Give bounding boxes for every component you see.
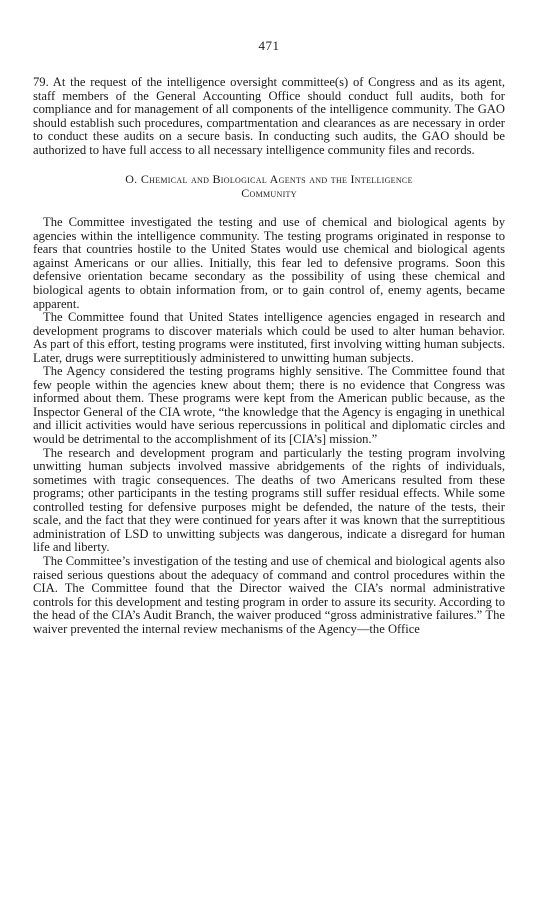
paragraph: The Committee investigated the testing and use of chemical and biological agents by agencies within the intelligence community. The testing programs originated in response to fears that countries hostile to the United States would use chemical and biological agents against Americans or our allies. Initially, this fear led to defensive programs. Soon this defensive orientation became secondary as the possibility of using these chemical and biological agents to obtain information from, or to gain control of, enemy agents, became apparent. [33,215,505,311]
section-heading [53,173,485,200]
recommendation-number: 79. [33,75,49,89]
page-number: 471 [258,38,280,53]
paragraph: The research and development program and particularly the testing program involving unwitting human subjects involved massive abridgements of the rights of individuals, sometimes with tragic consequences. The deaths of two Americans resulted from these programs; other participants in the testing programs still suffer residual effects. While some controlled testing for defensive purposes might be defended, the nature of the tests, their scale, and the fact that they were continued for years after it was known that the surreptitious administration of LSD to unwitting subjects was dangerous, indicate a disregard for human life and liberty. [33,445,505,555]
recommendation-text: At the request of the intelligence oversight committee(s) of Congress and as its agent, staff members of the General Accounting Office should conduct full audits, both for compliance and for management of all components of the intelligence community. The GAO should establish such procedures, compartmentation and clearances as are necessary in order to conduct these audits on a secure basis. In conducting such audits, the GAO should be authorized to have full access to all necessary intelligence community files and records. [33,75,505,157]
document-page [33,38,505,636]
recommendation-79 [33,76,505,157]
section-title-line2: Community [241,185,297,200]
section-letter: O. [125,172,138,187]
paragraph: The Committee’s investigation of the testing and use of chemical and biological agents also raised serious questions about the adequacy of command and control procedures within the CIA. The Committee found that the Director waived the CIA’s normal administrative controls for this development and testing program in order to assure its security. According to the head of the CIA’s Audit Branch, the waiver produced “gross administrative failures.” The waiver prevented the internal review mechanisms of the Agency—the Office [33,553,505,636]
section-title-line1: Chemical and Biological Agents and the Intelligence [140,172,413,187]
paragraph: The Agency considered the testing programs highly sensitive. The Committee found that few people within the agencies knew about them; there is no evidence that Congress was informed about them. These programs were kept from the American public because, as the Inspector General of the CIA wrote, “the knowledge that the Agency is engaging in unethical and illicit activities would have serious repercussions in political and diplomatic circles and would be detrimental to the accomplishment of its [CIA’s] mission.” [33,364,505,447]
paragraph: The Committee found that United States intelligence agencies engaged in research and development programs to discover materials which could be used to alter human behavior. As part of this effort, testing programs were instituted, first involving witting human subjects. Later, drugs were surreptitiously administered to unwitting human subjects. [33,310,505,365]
